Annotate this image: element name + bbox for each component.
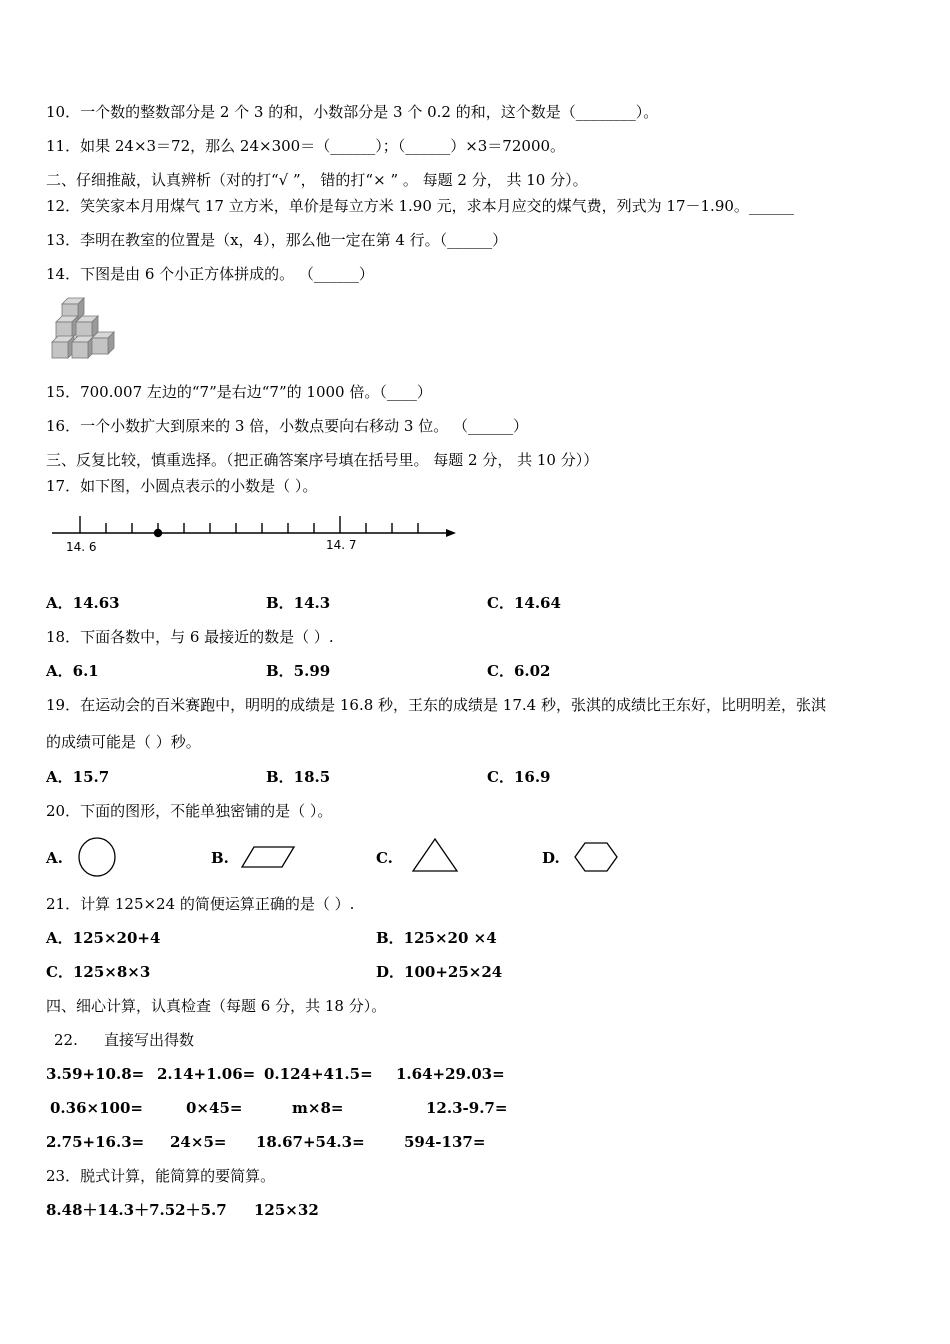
calc-item: 18.67+54.3= [256, 1133, 365, 1151]
q20-option-b[interactable]: B. [211, 849, 229, 867]
section-2-heading: 二、仔细推敲，认真辨析（对的打“√ ”， 错的打“× ” 。 每题 2 分， 共 10 分）。 [46, 171, 588, 189]
calc-item: m×8= [292, 1099, 344, 1117]
q21-option-b[interactable]: B．125×20 ×4 [376, 929, 497, 947]
q21-option-c[interactable]: C．125×8×3 [46, 963, 151, 981]
number-line-label-right: 14. 7 [326, 538, 357, 552]
q18-option-a[interactable]: A．6.1 [46, 662, 99, 680]
calc-item: 2.75+16.3= [46, 1133, 145, 1151]
question-20: 20．下面的图形，不能单独密铺的是（ ）。 [46, 802, 333, 820]
cube-stack-figure [48, 296, 120, 362]
q20-option-c[interactable]: C. [376, 849, 393, 867]
question-17: 17．如下图，小圆点表示的小数是（ ）。 [46, 477, 318, 495]
calc-item: 12.3-9.7= [426, 1099, 508, 1117]
question-22-number: 22. [54, 1031, 78, 1049]
question-22-title: 直接写出得数 [104, 1031, 195, 1049]
question-12: 12．笑笑家本月用煤气 17 立方米，单价是每立方米 1.90 元，求本月应交的煤气费，列式为 17－1.90。______ [46, 197, 794, 215]
q21-option-a[interactable]: A．125×20+4 [46, 929, 161, 947]
calc-item: 594-137= [404, 1133, 486, 1151]
circle-shape-icon [76, 836, 118, 878]
calc-item: 0.124+41.5= [264, 1065, 373, 1083]
question-21: 21．计算 125×24 的简便运算正确的是（ ）. [46, 895, 355, 913]
section-4-heading: 四、细心计算，认真检查（每题 6 分，共 18 分）。 [46, 997, 387, 1015]
tick-marks [80, 516, 418, 533]
calc-item: 2.14+1.06= [157, 1065, 256, 1083]
q21-option-d[interactable]: D．100+25×24 [376, 963, 503, 981]
question-15: 15．700.007 左边的“7”是右边“7”的 1000 倍。（____） [46, 383, 432, 401]
q19-option-c[interactable]: C．16.9 [487, 768, 551, 786]
calc-item: 0×45= [186, 1099, 243, 1117]
calc-item: 3.59+10.8= [46, 1065, 145, 1083]
number-line-label-left: 14. 6 [66, 540, 97, 554]
question-14: 14．下图是由 6 个小正方体拼成的。 （______） [46, 265, 374, 283]
q19-option-b[interactable]: B．18.5 [266, 768, 331, 786]
section-3-heading: 三、反复比较，慎重选择。（把正确答案序号填在括号里。 每题 2 分， 共 10 分）） [46, 451, 599, 469]
q19-option-a[interactable]: A．15.7 [46, 768, 110, 786]
calc-item: 125×32 [254, 1201, 319, 1219]
question-13: 13．李明在教室的位置是（x，4），那么他一定在第 4 行。（______） [46, 231, 508, 249]
q20-option-d[interactable]: D. [542, 849, 560, 867]
hexagon-shape-icon [573, 840, 619, 874]
parallelogram-shape-icon [240, 844, 298, 870]
q20-option-a[interactable]: A. [46, 849, 63, 867]
calc-item: 8.48＋14.3＋7.52＋5.7 [46, 1201, 227, 1219]
question-11: 11．如果 24×3＝72，那么 24×300＝（______）；（______）×3＝72000。 [46, 137, 566, 155]
number-line-dot [154, 529, 162, 537]
triangle-shape-icon [410, 836, 460, 874]
question-18: 18．下面各数中，与 6 最接近的数是（ ）. [46, 628, 334, 646]
q18-option-c[interactable]: C．6.02 [487, 662, 551, 680]
question-19-line-2: 的成绩可能是（ ）秒。 [46, 733, 201, 751]
question-23: 23．脱式计算，能简算的要简算。 [46, 1167, 276, 1185]
q17-option-b[interactable]: B．14.3 [266, 594, 331, 612]
question-19-line-1: 19．在运动会的百米赛跑中，明明的成绩是 16.8 秒，王东的成绩是 17.4 秒，张淇的成绩比王东好，比明明差，张淇 [46, 696, 826, 714]
q17-option-c[interactable]: C．14.64 [487, 594, 561, 612]
calc-item: 24×5= [170, 1133, 227, 1151]
number-line [46, 510, 466, 556]
calc-item: 0.36×100= [50, 1099, 143, 1117]
question-10: 10．一个数的整数部分是 2 个 3 的和，小数部分是 3 个 0.2 的和，这个数是（________）。 [46, 103, 659, 121]
q18-option-b[interactable]: B．5.99 [266, 662, 331, 680]
calc-item: 1.64+29.03= [396, 1065, 505, 1083]
q17-option-a[interactable]: A．14.63 [46, 594, 120, 612]
question-16: 16．一个小数扩大到原来的 3 倍，小数点要向右移动 3 位。 （______） [46, 417, 529, 435]
